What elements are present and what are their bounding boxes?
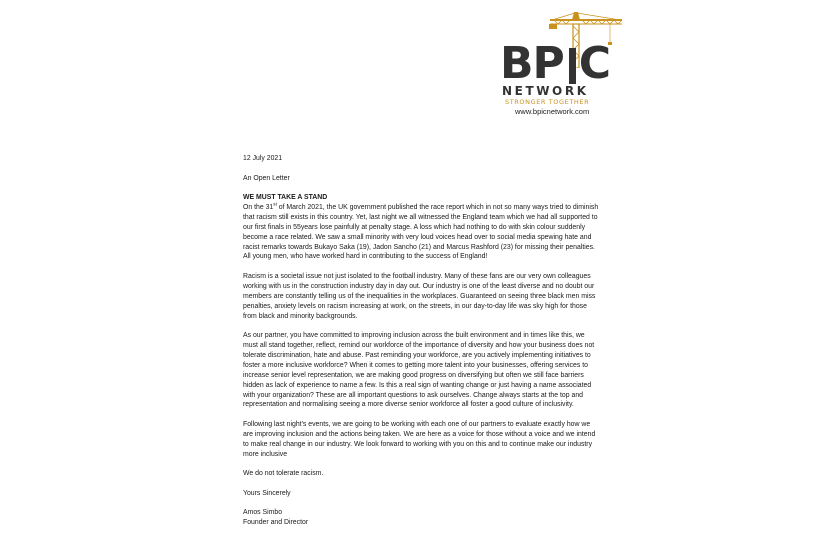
- letter-heading: WE MUST TAKE A STAND: [243, 194, 328, 201]
- logo-wordmark: B P C: [500, 38, 611, 89]
- letter-date: 12 July 2021: [243, 155, 283, 162]
- signatory-name: Amos Simbo: [243, 509, 283, 517]
- letter-closing: Yours Sincerely: [243, 489, 291, 497]
- logo-tagline: STRONGER TOGETHER: [505, 98, 590, 106]
- logo-network-text: NETWORK: [502, 84, 589, 98]
- letter-salutation: An Open Letter: [243, 174, 290, 182]
- letter-paragraph-4: Following last night's events, we are going to be working with each one of our partners to evaluate exactly how we are improving inclusion and the actions being taken. We are here as a voice for those without a voice and we intend to make real change in our industry. We look forward to working with you on this and to continue make our industry more inclusive: [243, 420, 596, 458]
- letter-paragraph-5: We do not tolerate racism.: [243, 470, 324, 478]
- letter-paragraph-2: Racism is a societal issue not just isolated to the football industry. Many of these fans are our very own colleagues working with us in the construction industry day in day out. Our industry is one of the least diverse and no doubt our members are constantly telling us of the inequalities in the workplaces. Guaranteed on seeing three black men miss penalties, anxiety levels on racism increasing at work, on the streets, in our day-to-day life was sky high for those from black and minority backgrounds.: [243, 272, 596, 320]
- website-url[interactable]: www.bpicnetwork.com: [515, 107, 590, 116]
- letter-paragraph-1: On the 31st of March 2021, the UK government published the race report which in not so many ways tried to diminish that racism still exists in this country. Yet, last night we all witnessed the England team which we had all supported to our first finals in 55years lose painfully at penalty stage. A loss which had nothing to do with skin colour suddenly become a race related. We saw a small minority with very loud voices head over to social media spewing hate and racist remarks towards Bukayo Saka (19), Jadon Sancho (21) and Marcus Rashford (23) for missing their penalties. All young men, who have worked hard in contributing to the success of England!: [243, 201, 599, 261]
- letter-paragraph-3: As our partner, you have committed to improving inclusion across the built environment and in times like this, we must all stand together, reflect, remind our workforce of the importance of diversity and how your business does not tolerate discrimination, hate and abuse. Past reminding your workforce, are you actively implementing initiatives to foster a more inclusive workforce? When it comes to getting more talent into your businesses, offering services to increase senior level representation, we are making good progress on diversifying but often we still face barriers hidden as lack of experience to name a few. Is this a real sign of wanting change or just having a name associated with your organization? These are all important questions to ask ourselves. Change always starts at the top and representation and normalising seeing a more diverse senior workforce all foster a good culture of inclusivity.: [243, 332, 595, 409]
- signatory-title: Founder and Director: [243, 519, 309, 527]
- letter-body: [243, 154, 599, 528]
- bpic-network-logo: [500, 12, 630, 106]
